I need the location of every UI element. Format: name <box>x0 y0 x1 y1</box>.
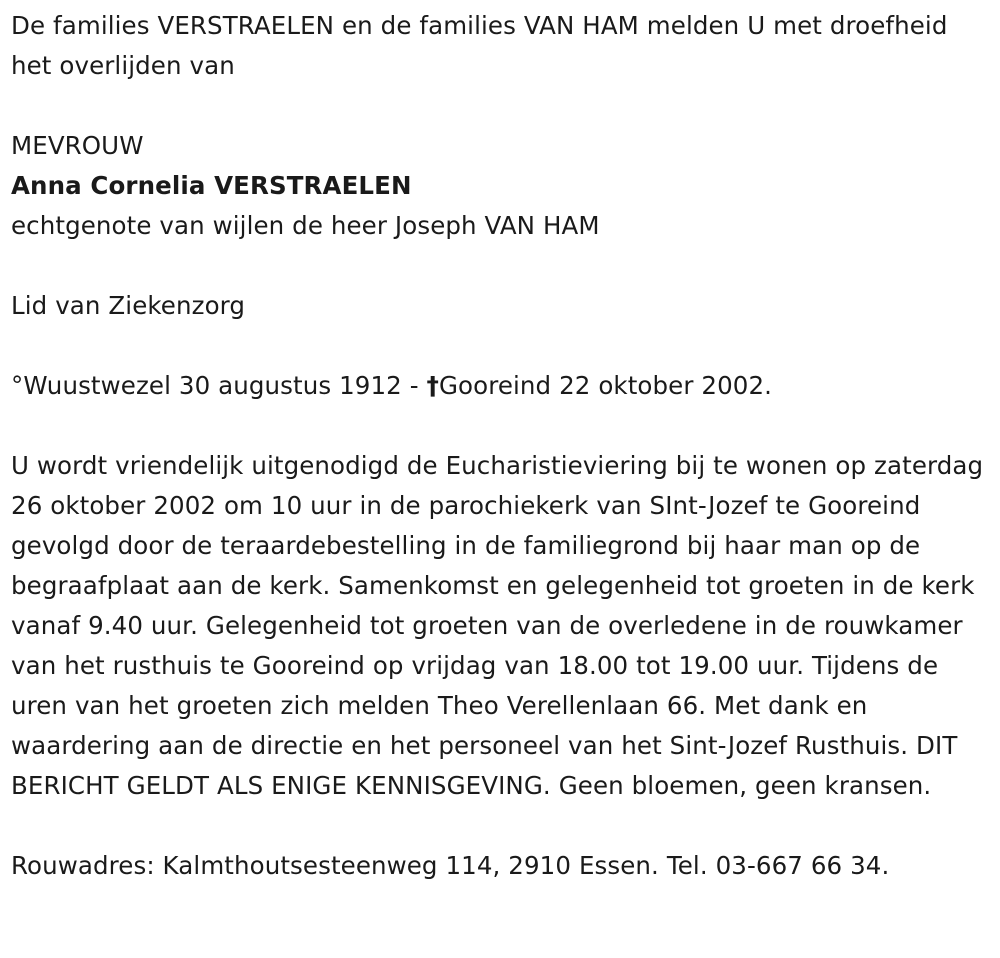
cross-icon: † <box>426 371 439 400</box>
membership-text: Lid van Ziekenzorg <box>11 291 246 320</box>
death-text: Gooreind 22 oktober 2002. <box>438 371 773 400</box>
spacer <box>11 326 991 366</box>
spacer <box>11 246 991 286</box>
intro-text: De families VERSTRAELEN en de families VAN HAM melden U met droefheid het overlijden van <box>11 11 948 80</box>
spacer <box>11 806 991 846</box>
death-announcement <box>11 6 991 886</box>
spouse-text: echtgenote van wijlen de heer Joseph VAN HAM <box>11 211 600 240</box>
life-dates <box>11 366 991 406</box>
address-text: Rouwadres: Kalmthoutsesteenweg 114, 2910 Essen. Tel. 03-667 66 34. <box>11 851 890 880</box>
deceased-name: Anna Cornelia VERSTRAELEN <box>11 171 412 200</box>
spacer <box>11 86 991 126</box>
birth-text: Wuustwezel 30 augustus 1912 - <box>23 371 427 400</box>
body-text: U wordt vriendelijk uitgenodigd de Eucharistieviering bij te wonen op zaterdag 26 oktober 2002 om 10 uur in de parochiekerk van SInt-Jozef te Gooreind gevolgd door de teraardebestelling in de familiegrond bij haar man op de begraafplaat aan de kerk. Samenkomst en gelegenheid tot groeten in de kerk vanaf 9.40 uur. Gelegenheid tot groeten van de overledene in de rouwkamer van het rusthuis te Gooreind op vrijdag van 18.00 tot 19.00 uur. Tijdens de uren van het groeten zich melden Theo Verellenlaan 66. Met dank en waardering aan de directie en het personeel van het Sint-Jozef Rusthuis. DIT BERICHT GELDT ALS ENIGE KENNISGEVING. Geen bloemen, geen kransen. <box>11 451 984 800</box>
birth-symbol: ° <box>11 371 24 400</box>
title-text: MEVROUW <box>11 131 144 160</box>
spacer <box>11 406 991 446</box>
